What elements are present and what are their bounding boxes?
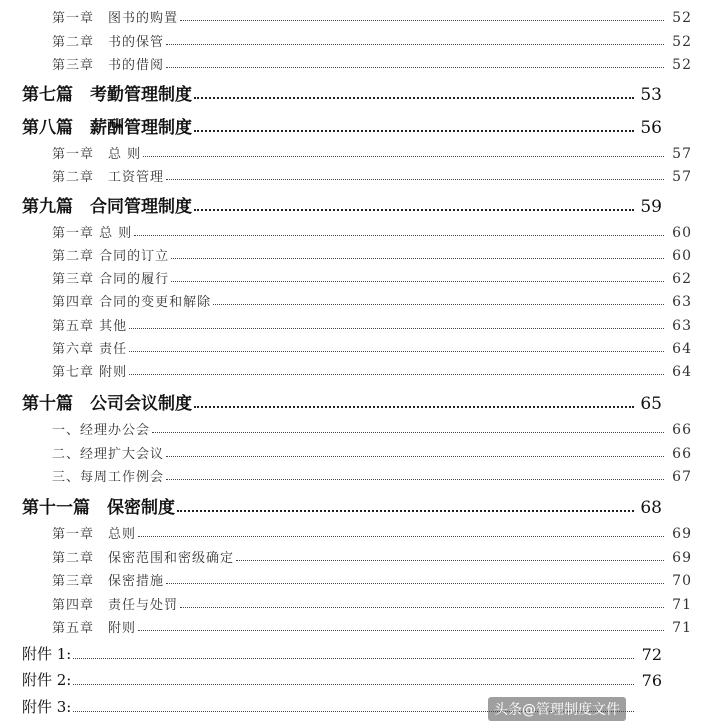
toc-entry[interactable] xyxy=(0,416,706,438)
toc-entry[interactable] xyxy=(0,163,706,185)
toc-entry-page: 63 xyxy=(672,294,692,310)
toc-entry-label: 第一章 总 则 xyxy=(52,226,133,241)
dot-leader xyxy=(166,67,664,68)
dot-leader xyxy=(194,130,634,132)
toc-entry-label: 第二章 工资管理 xyxy=(52,170,165,185)
toc-attachment-entry[interactable] xyxy=(0,666,676,690)
toc-part-entry[interactable] xyxy=(0,189,676,217)
toc-entry[interactable] xyxy=(0,544,706,566)
toc-entry-page: 66 xyxy=(672,422,692,438)
dot-leader xyxy=(236,560,664,561)
toc-entry-label: 第六章 责任 xyxy=(52,342,128,357)
toc-entry-label: 附件 3: xyxy=(22,698,72,716)
toc-attachment-entry[interactable] xyxy=(0,640,676,664)
toc-part-entry[interactable] xyxy=(0,490,676,518)
dot-leader xyxy=(166,456,664,457)
toc-entry-label: 第七章 附则 xyxy=(52,365,128,380)
dot-leader xyxy=(129,374,664,375)
dot-leader xyxy=(166,583,664,584)
toc-entry-page: 57 xyxy=(672,169,692,185)
dot-leader xyxy=(152,432,664,433)
dot-leader xyxy=(129,351,664,352)
toc-entry-page: 60 xyxy=(672,225,692,241)
toc-entry-page: 52 xyxy=(672,57,692,73)
toc-entry[interactable] xyxy=(0,520,706,542)
dot-leader xyxy=(166,479,664,480)
dot-leader xyxy=(180,20,664,21)
toc-entry[interactable] xyxy=(0,335,706,357)
dot-leader xyxy=(73,658,634,659)
toc-entry-label: 第三章 合同的履行 xyxy=(52,272,170,287)
toc-entry-label: 第十一篇 保密制度 xyxy=(22,498,175,518)
toc-entry-label: 第五章 其他 xyxy=(52,319,128,334)
toc-entry-page: 69 xyxy=(672,526,692,542)
toc-entry-label: 第一章 总 则 xyxy=(52,147,142,162)
toc-entry-label: 一、经理办公会 xyxy=(52,423,151,438)
dot-leader xyxy=(194,209,634,211)
toc-entry-page: 69 xyxy=(672,550,692,566)
toc-entry-label: 第三章 书的借阅 xyxy=(52,58,165,73)
dot-leader xyxy=(171,258,664,259)
toc-entry[interactable] xyxy=(0,242,706,264)
toc-entry[interactable] xyxy=(0,51,706,73)
toc-entry-label: 第七篇 考勤管理制度 xyxy=(22,85,192,105)
toc-entry-label: 第四章 合同的变更和解除 xyxy=(52,295,212,310)
toc-entry-page: 59 xyxy=(640,197,662,217)
toc-entry[interactable] xyxy=(0,358,706,380)
toc-entry-page: 67 xyxy=(672,469,692,485)
toc-entry-label: 第二章 保密范围和密级确定 xyxy=(52,551,235,566)
dot-leader xyxy=(177,510,634,512)
toc-entry[interactable] xyxy=(0,140,706,162)
toc-entry[interactable] xyxy=(0,4,706,26)
toc-entry-label: 第八篇 薪酬管理制度 xyxy=(22,118,192,138)
toc-entry[interactable] xyxy=(0,567,706,589)
toc-entry-label: 第五章 附则 xyxy=(52,621,137,636)
dot-leader xyxy=(134,235,664,236)
toc-entry[interactable] xyxy=(0,288,706,310)
toc-entry[interactable] xyxy=(0,265,706,287)
toc-entry[interactable] xyxy=(0,591,706,613)
dot-leader xyxy=(180,607,664,608)
toc-entry-page: 70 xyxy=(672,573,692,589)
dot-leader xyxy=(194,97,634,99)
toc-entry-page: 57 xyxy=(672,146,692,162)
toc-entry-page: 72 xyxy=(641,645,662,664)
toc-entry-page: 53 xyxy=(640,85,662,105)
toc-entry[interactable] xyxy=(0,28,706,50)
toc-entry-label: 第九篇 合同管理制度 xyxy=(22,197,192,217)
toc-entry-label: 第一章 图书的购置 xyxy=(52,11,179,26)
toc-entry-page: 71 xyxy=(672,620,692,636)
toc-entry[interactable] xyxy=(0,219,706,241)
toc-entry-page: 62 xyxy=(672,271,692,287)
toc-entry-page: 68 xyxy=(640,498,662,518)
toc-entry[interactable] xyxy=(0,463,706,485)
toc-entry-label: 第四章 责任与处罚 xyxy=(52,598,179,613)
toc-entry[interactable] xyxy=(0,440,706,462)
toc-entry-page: 56 xyxy=(640,118,662,138)
toc-entry-label: 附件 2: xyxy=(22,671,72,689)
dot-leader xyxy=(129,328,664,329)
dot-leader xyxy=(213,304,664,305)
toc-entry-page: 76 xyxy=(641,671,662,690)
toc-entry[interactable] xyxy=(0,614,706,636)
toc-part-entry[interactable] xyxy=(0,110,676,138)
toc-entry-label: 第十篇 公司会议制度 xyxy=(22,394,192,414)
toc-entry-page: 52 xyxy=(672,34,692,50)
toc-entry-page: 64 xyxy=(672,364,692,380)
watermark: 头条@管理制度文件 xyxy=(488,697,626,721)
toc-entry-label: 第三章 保密措施 xyxy=(52,574,165,589)
toc-entry-label: 附件 1: xyxy=(22,645,72,663)
dot-leader xyxy=(171,281,664,282)
toc-entry-page: 64 xyxy=(672,341,692,357)
toc-entry-label: 第一章 总则 xyxy=(52,527,137,542)
dot-leader xyxy=(194,406,634,408)
dot-leader xyxy=(73,684,634,685)
toc-entry-page: 60 xyxy=(672,248,692,264)
toc-entry-label: 第二章 合同的订立 xyxy=(52,249,170,264)
toc-part-entry[interactable] xyxy=(0,77,676,105)
toc-part-entry[interactable] xyxy=(0,386,676,414)
dot-leader xyxy=(143,156,664,157)
toc-entry-page: 52 xyxy=(672,10,692,26)
dot-leader xyxy=(166,179,664,180)
toc-entry-page: 63 xyxy=(672,318,692,334)
toc-entry[interactable] xyxy=(0,312,706,334)
toc-entry-label: 二、经理扩大会议 xyxy=(52,447,165,462)
toc-entry-page: 65 xyxy=(640,394,662,414)
dot-leader xyxy=(138,630,664,631)
dot-leader xyxy=(138,536,664,537)
dot-leader xyxy=(166,44,664,45)
toc-entry-page: 66 xyxy=(672,446,692,462)
toc-entry-label: 三、每周工作例会 xyxy=(52,470,165,485)
toc-entry-label: 第二章 书的保管 xyxy=(52,35,165,50)
toc-entry-page: 71 xyxy=(672,597,692,613)
